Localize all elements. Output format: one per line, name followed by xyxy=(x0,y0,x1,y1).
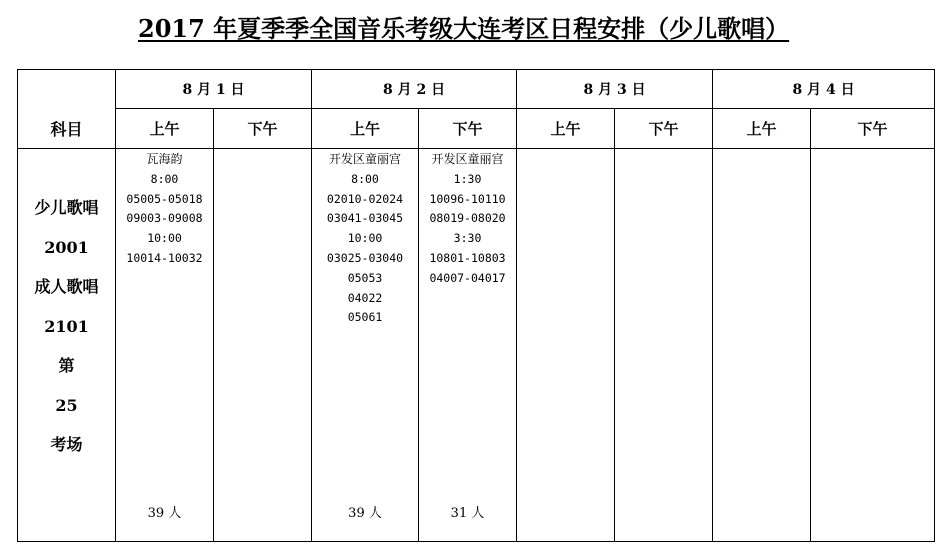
slot-aug3-am xyxy=(517,149,615,542)
date-header-aug1: 8 月 1 日 xyxy=(116,70,312,109)
slot-line: 1:30 xyxy=(453,171,482,186)
subject-cell xyxy=(18,149,116,542)
slot-line: 8:00 xyxy=(150,171,179,186)
aug2-pm-header: 下午 xyxy=(419,109,517,149)
aug3-pm-header: 下午 xyxy=(615,109,713,149)
date-header-row xyxy=(18,70,935,109)
slot-line: 05005-05018 xyxy=(126,191,203,206)
slot-aug4-pm xyxy=(811,149,935,542)
subject-line: 成人歌唱 xyxy=(34,277,99,296)
aug1-am-header: 上午 xyxy=(116,109,214,149)
slot-location: 开发区童丽宫 xyxy=(431,152,504,166)
subject-line: 25 xyxy=(55,395,78,415)
slot-line: 09003-09008 xyxy=(126,211,203,226)
slot-line: 10014-10032 xyxy=(126,250,203,265)
slot-line: 8:00 xyxy=(351,171,379,186)
slot-count: 39 人 xyxy=(348,506,382,521)
slot-line: 3:30 xyxy=(453,231,482,246)
subject-line: 第 xyxy=(58,356,75,375)
schedule-body-row xyxy=(18,149,935,542)
half-day-header-row xyxy=(18,109,935,149)
slot-line: 05053 xyxy=(347,270,383,285)
slot-line: 10:00 xyxy=(147,231,182,246)
slot-line: 10:00 xyxy=(347,231,383,246)
date-header-aug4: 8 月 4 日 xyxy=(713,70,935,109)
subject-line: 考场 xyxy=(50,435,83,454)
slot-line: 03025-03040 xyxy=(326,250,404,265)
subject-line: 2101 xyxy=(44,316,89,336)
aug4-am-header: 上午 xyxy=(713,109,811,149)
page-title: 2017 年夏季季全国音乐考级大连考区日程安排（少儿歌唱） xyxy=(138,14,790,43)
aug2-am-header: 上午 xyxy=(312,109,419,149)
subject-header: 科目 xyxy=(18,70,116,149)
slot-line: 04022 xyxy=(347,290,383,305)
subject-line: 少儿歌唱 xyxy=(34,198,99,217)
date-header-aug2: 8 月 2 日 xyxy=(312,70,517,109)
slot-aug2-am xyxy=(312,149,419,542)
slot-aug2-pm xyxy=(419,149,517,542)
slot-line: 08019-08020 xyxy=(429,211,506,226)
slot-aug1-pm xyxy=(214,149,312,542)
slot-line: 03041-03045 xyxy=(326,211,404,226)
aug1-pm-header: 下午 xyxy=(214,109,312,149)
slot-line: 10096-10110 xyxy=(429,191,506,206)
slot-count: 31 人 xyxy=(450,506,485,521)
slot-count: 39 人 xyxy=(147,506,182,521)
slot-aug1-am xyxy=(116,149,214,542)
aug4-pm-header: 下午 xyxy=(811,109,935,149)
subject-line: 2001 xyxy=(44,237,89,257)
schedule-table xyxy=(17,69,935,542)
slot-line: 02010-02024 xyxy=(326,191,404,206)
date-header-aug3: 8 月 3 日 xyxy=(517,70,713,109)
slot-aug3-pm xyxy=(615,149,713,542)
slot-aug4-am xyxy=(713,149,811,542)
slot-location: 开发区童丽宫 xyxy=(329,152,402,166)
aug3-am-header: 上午 xyxy=(517,109,615,149)
slot-line: 10801-10803 xyxy=(429,250,506,265)
slot-location: 瓦海韵 xyxy=(146,152,183,166)
slot-line: 05061 xyxy=(347,310,383,325)
slot-line: 04007-04017 xyxy=(429,270,506,285)
